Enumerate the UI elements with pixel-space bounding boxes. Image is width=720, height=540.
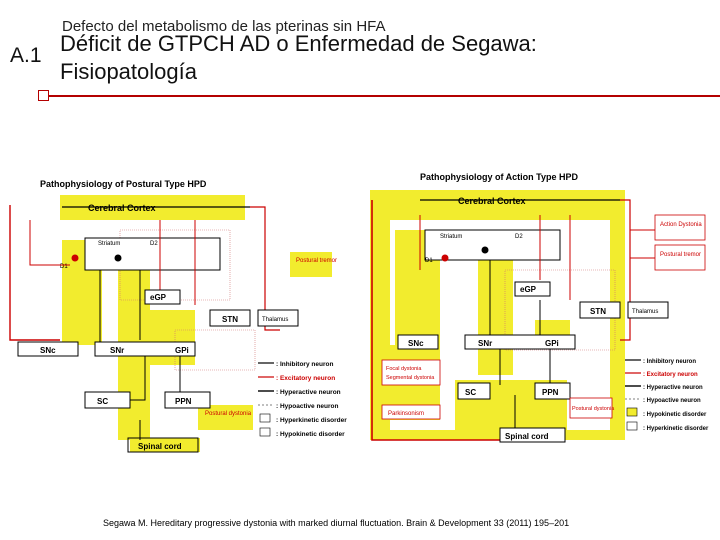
right-legend-item: : Hyperkinetic disorder — [643, 426, 709, 432]
left-d1-label: D1 — [60, 264, 68, 270]
right-d1-neuron — [442, 255, 449, 262]
right-snc-label: SNc — [408, 339, 424, 348]
left-gpi-label: GPi — [175, 346, 189, 355]
right-postural-dystonia-label: Postural dystonia — [572, 406, 615, 412]
left-legend-item: : Hyperkinetic disorder — [276, 417, 347, 424]
left-legend-item: : Inhibitory neuron — [276, 361, 334, 368]
left-cortex-label: Cerebral Cortex — [88, 203, 156, 213]
right-snr-label: SNr — [478, 339, 493, 348]
left-snc-label: SNc — [40, 346, 56, 355]
citation: Segawa M. Hereditary progressive dystonia with marked diurnal fluctuation. Brain & Development 33 (2011) 195–201 — [103, 518, 570, 528]
right-stn-label: STN — [590, 307, 606, 316]
left-spinal-label: Spinal cord — [138, 442, 182, 451]
left-sc-label: SC — [97, 397, 109, 406]
left-legend-item: : Hyperactive neuron — [276, 389, 341, 396]
left-dystonia-highlight — [198, 405, 253, 430]
left-hyperactive-neuron — [115, 255, 122, 262]
left-snr-label: SNr — [110, 346, 125, 355]
left-tremor-highlight — [290, 252, 332, 277]
right-cortex-label: Cerebral Cortex — [458, 196, 526, 206]
right-legend — [625, 359, 709, 432]
left-legend-item: : Hypokinetic disorder — [276, 431, 345, 438]
right-segmental-dystonia-label: Segmental dystonia — [386, 375, 435, 381]
left-postural-tremor-label: Postural tremor — [296, 258, 338, 264]
right-legend-item: : Inhibitory neuron — [643, 359, 696, 365]
right-d2-label: D2 — [515, 234, 523, 240]
left-postural-dystonia-label: Postural dystonia — [205, 411, 252, 417]
right-d1-label: D1 — [425, 258, 433, 264]
left-d1-neuron — [72, 255, 79, 262]
left-egp-label: eGP — [150, 293, 167, 302]
right-thalamus-label: Thalamus — [632, 309, 659, 315]
left-title: Pathophysiology of Postural Type HPD — [40, 179, 207, 189]
right-parkinsonism-label: Parkinsonism — [388, 411, 425, 417]
left-legend-item: : Excitatory neuron — [276, 375, 336, 382]
right-striatum-label: Striatum — [440, 234, 463, 240]
left-gpi-highlight — [150, 310, 195, 365]
slide-title-line1: Déficit de GTPCH AD o Enfermedad de Segawa: — [60, 31, 537, 56]
left-legend-item: : Hypoactive neuron — [276, 403, 339, 410]
right-diagram — [370, 172, 709, 442]
right-egp-label: eGP — [520, 285, 537, 294]
right-focal-dystonia-box — [382, 360, 440, 385]
right-center-column — [478, 245, 513, 375]
left-diagram — [8, 165, 347, 465]
slide-title-line2: Fisiopatología — [60, 59, 197, 84]
left-thalamus-label: Thalamus — [262, 317, 289, 323]
slide-supertitle: Defecto del metabolismo de las pterinas sin HFA — [62, 18, 386, 35]
right-spinal-label: Spinal cord — [505, 432, 549, 441]
left-striatum-label: Striatum — [98, 241, 121, 247]
left-stn-label: STN — [222, 315, 238, 324]
left-d2-label: D2 — [150, 241, 158, 247]
right-action-dystonia-label: Action Dystonia — [660, 222, 702, 228]
right-legend-item: : Hypokinetic disorder — [643, 412, 707, 418]
right-legend-item: : Hypoactive neuron — [643, 398, 701, 404]
right-legend-item: : Hyperactive neuron — [643, 385, 703, 391]
right-ppn-label: PPN — [542, 388, 559, 397]
right-legend-item: : Excitatory neuron — [643, 372, 698, 378]
right-gpi-label: GPi — [545, 339, 559, 348]
right-hyperactive-neuron — [482, 247, 489, 254]
slide-number: A.1 — [10, 44, 42, 67]
right-focal-dystonia-label: Focal dystonia — [386, 366, 422, 372]
left-ppn-label: PPN — [175, 397, 192, 406]
right-title: Pathophysiology of Action Type HPD — [420, 172, 579, 182]
right-sc-label: SC — [465, 388, 477, 397]
right-postural-tremor-label: Postural tremor — [660, 252, 702, 258]
